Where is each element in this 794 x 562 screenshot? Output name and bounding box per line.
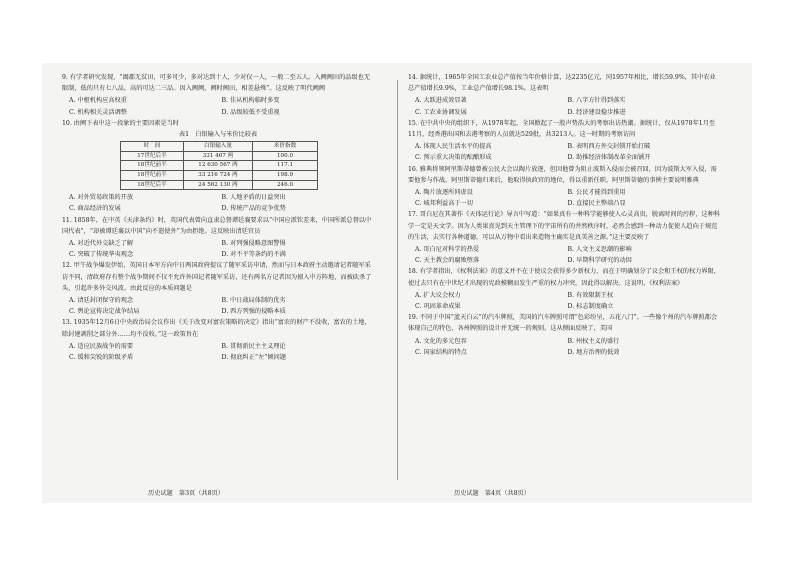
option-d: D. 传统产品的竞争优势	[221, 205, 286, 213]
table-caption: 表1 白银输入与米价比较表	[178, 131, 258, 139]
option-c: C. 天主教会的腐败堕落	[415, 257, 480, 265]
option-a: A. 文化的多元包容	[415, 337, 467, 345]
question-stem: 10. 由阙下表中这一段象的主要因素是当时	[62, 119, 179, 127]
table-cell: 117.1	[253, 161, 318, 171]
option-c: C. 缓和尖锐的阶级矛盾	[69, 354, 134, 362]
page-footer-right: 历史试题 第4页（共8页）	[454, 490, 530, 497]
table-header: 白银输入量	[184, 142, 253, 152]
option-b: B. 对列强侵略意图警惕	[221, 240, 286, 247]
option-a: A. 中枢机构应高权重	[69, 97, 127, 105]
question-stem: 13. 1935年12月6日中央政治局会议作出《关于改变对富农策略的决定》指出“富农的财产不没收，富农的土地，除封建剥削之部分外……均不没收。”这一政策旨在	[62, 319, 371, 338]
question-10	[62, 118, 374, 215]
table-cell: 198.9	[253, 171, 318, 181]
option-b: B. 有效限制王权	[567, 291, 614, 299]
table-cell: 24 562 130 两	[184, 180, 253, 190]
option-a: A. 体现人民生活水平的提高	[415, 143, 492, 151]
options	[69, 192, 374, 214]
option-c: C. 机构相关灵活调整	[69, 108, 127, 116]
option-c: C. 城邦利益高于一切	[415, 200, 473, 208]
question-14	[408, 72, 720, 118]
options	[415, 244, 720, 266]
table-cell: 100.0	[253, 151, 318, 161]
option-c: C. 国家结构的特点	[415, 348, 467, 356]
question-11	[62, 215, 374, 261]
options	[69, 95, 374, 117]
table-cell: 12 630 567 两	[184, 161, 253, 171]
table-cell: 33 216 724 两	[184, 171, 253, 181]
option-b: B. 贯彻新民主主义理论	[221, 342, 286, 350]
question-stem: 9. 有学者研究发现，“阖郡无贫田，可多可少，多对达到十人，少对仅一人，一般二至五人。入阙阙田的品级也无限制，低的只有七八品，高的可达二三品。因入阙阙，阙时阙田，相差悬殊”。这反映了明代阙阙	[62, 74, 371, 93]
options	[415, 95, 720, 117]
options	[69, 341, 374, 363]
question-15	[408, 118, 720, 164]
question-stem: 16. 雅典将领阿里斯蒂德曾被公民大会以陶片放逐，但因他曾为阻止波斯入侵而会被召回，因为波斯大军入侵，需要他参与作战。阿里斯蒂德归来后，他取得执政官的地位，得以重新任职。阿里斯蒂德的事例主要说明雅典	[408, 165, 717, 184]
option-a: A. 扩大议会权力	[415, 291, 461, 299]
question-18	[408, 266, 720, 312]
table-row	[121, 180, 318, 190]
option-d: D. 品级较低不受重视	[221, 108, 280, 116]
options	[415, 187, 720, 209]
option-a: A. 对外贸易政策的开放	[69, 194, 134, 202]
option-c: C. 预示重大决策的酝酿形成	[415, 154, 492, 162]
option-d: D. 助推经济体制改革全面铺开	[567, 154, 651, 162]
options	[415, 141, 720, 163]
question-stem: 18. 有学者指出，《权利法案》的意义并不在于使议会获得多少新权力，而在于明确划分了议会和王权的权力界限，使过去只有在中世纪才出现的宪政模糊而发生严重的权力冲突，因此得以解决。这说明，《权利法案》	[408, 268, 720, 287]
option-b: B. 公民才能得到重用	[567, 189, 626, 197]
question-9	[62, 72, 374, 118]
option-d: D. 早期科学研究的动因	[567, 257, 632, 265]
question-stem: 11. 1858年，在中英《天津条约》时，英国代表曾向直隶总督谭廷襄要求以“中国应派钦差来，中国所派总督以中国代表”，“却被谭廷襄以中国“向不遣使外”为由拒绝。这反映出清廷官员	[62, 216, 372, 235]
option-c: C. 突破了传统华夷观念	[69, 251, 134, 259]
question-stem: 15. 在中共中央的组织下，从1978年起，全国掀起了一股声势浩大的考察出访热潮。据统计，仅从1978年1月至11月，经香港出国和去港考察的人员就达529批，共3213人。这一时期的考察访问	[408, 119, 716, 139]
question-16	[408, 164, 720, 210]
option-b: B. 人文主义思潮的影响	[567, 246, 632, 254]
question-stem: 19. 不同于中国“蓝天白云”的汽车牌照，美国的汽车牌照可谓“色彩纷呈，五花八门”。一些像个州的汽车牌照都会体现自己的特色，各州牌照的设计并无统一的规则。这从侧面反映了，美国	[408, 314, 718, 333]
table-cell: 18世纪后半	[121, 180, 184, 190]
table-cell: 18世纪前半	[121, 161, 184, 171]
option-c: C. 工农业协调发展	[415, 108, 467, 116]
table-cell: 18世纪前半	[121, 171, 184, 181]
option-a: A. 陶片放逐所同虚设	[415, 189, 473, 197]
question-12	[62, 260, 374, 317]
option-a: A. 适应民族战争的需要	[69, 342, 134, 350]
question-13	[62, 317, 374, 363]
option-d: D. 经济建设稳步推进	[567, 108, 626, 116]
table-cell: 331 467 两	[184, 151, 253, 161]
option-d: D. 地方治理的低效	[567, 348, 620, 356]
table-row	[121, 151, 318, 161]
table-row	[121, 161, 318, 171]
option-d: D. 直接民主弊端凸显	[567, 200, 626, 208]
option-b: B. 表明西方外交封锁开始打破	[567, 143, 651, 151]
option-b: B. 人地矛盾的日益突出	[221, 194, 286, 202]
option-b: B. 州权主义的盛行	[567, 337, 620, 345]
question-stem: 17. 哥白尼在其著作《天体运行论》导言中写道：“如果真有一种科学能够使人心灵高贵，脱离时间的污秽，这种科学一定是天文学。因为人类果真见到天主管理下的宇宙所有的井然秩序时，必然会感到一种动力促使人趋向于规范的生活，去实行各种道德，可以从万物中看出来造物主确实是真美善之源。”这主要反映了	[408, 211, 720, 241]
option-b: B. 佳从机构临时多变	[221, 97, 280, 105]
question-stem: 14. 据统计，1965年全国工农业总产值按当年价格计算，达2235亿元，同1957年相比，增长59.9%，其中农业总产值增长9.9%，工业总产值增长98.1%。这表明	[408, 74, 716, 93]
table-header: 米价指数	[253, 142, 318, 152]
right-page	[408, 72, 720, 358]
options	[415, 336, 720, 358]
option-b: B. 八字方针得到落实	[567, 97, 626, 105]
options	[69, 238, 374, 260]
page-divider	[397, 80, 398, 480]
table-cell: 17世纪后半	[121, 151, 184, 161]
silver-rice-table	[120, 141, 318, 190]
page-footer-left: 历史试题 第3页（共8页）	[148, 490, 224, 497]
table-row	[121, 171, 318, 181]
option-a: A. 对近代外交缺乏了解	[69, 240, 134, 247]
option-d: D. 彻底纠正“左”倾问题	[221, 354, 286, 362]
option-a: A. 哥白尼对科学的热爱	[415, 246, 480, 254]
options	[69, 295, 374, 317]
table-header-row	[121, 142, 318, 152]
question-19	[408, 312, 720, 358]
left-page	[62, 72, 374, 363]
option-d: D. 西方列强的侵略本质	[221, 308, 286, 316]
option-a: A. 清廷封闭保守的观念	[69, 297, 134, 305]
option-b: B. 中日战局体制的优劣	[221, 297, 286, 305]
table-cell: 246.0	[253, 180, 318, 190]
option-c: C. 巩固革命成果	[415, 303, 461, 311]
option-a: A. 大跃进成效显著	[415, 97, 467, 105]
question-17	[408, 209, 720, 266]
option-c: C. 商品经济的发展	[69, 205, 121, 213]
question-stem: 12. 甲午战争爆发伊始，英国日本军方向中日两国政府提议了随军采访申请，然而与日本政府主动邀请记者随军采访不同，清政府存有整个战争期间不仅不允许外国记者随军采访，还有两名方记者因为擅入中方阵地，而被砍杀了头，引起许多外交风波。由此反应的本质问题是	[62, 262, 372, 292]
option-c: C. 舆论宣传决定战争结局	[69, 308, 140, 316]
option-d: D. 标志制度确立	[567, 303, 614, 311]
options	[415, 290, 720, 312]
option-d: D. 对不平等条约的不满	[221, 251, 286, 259]
table-header: 时 间	[121, 142, 184, 152]
